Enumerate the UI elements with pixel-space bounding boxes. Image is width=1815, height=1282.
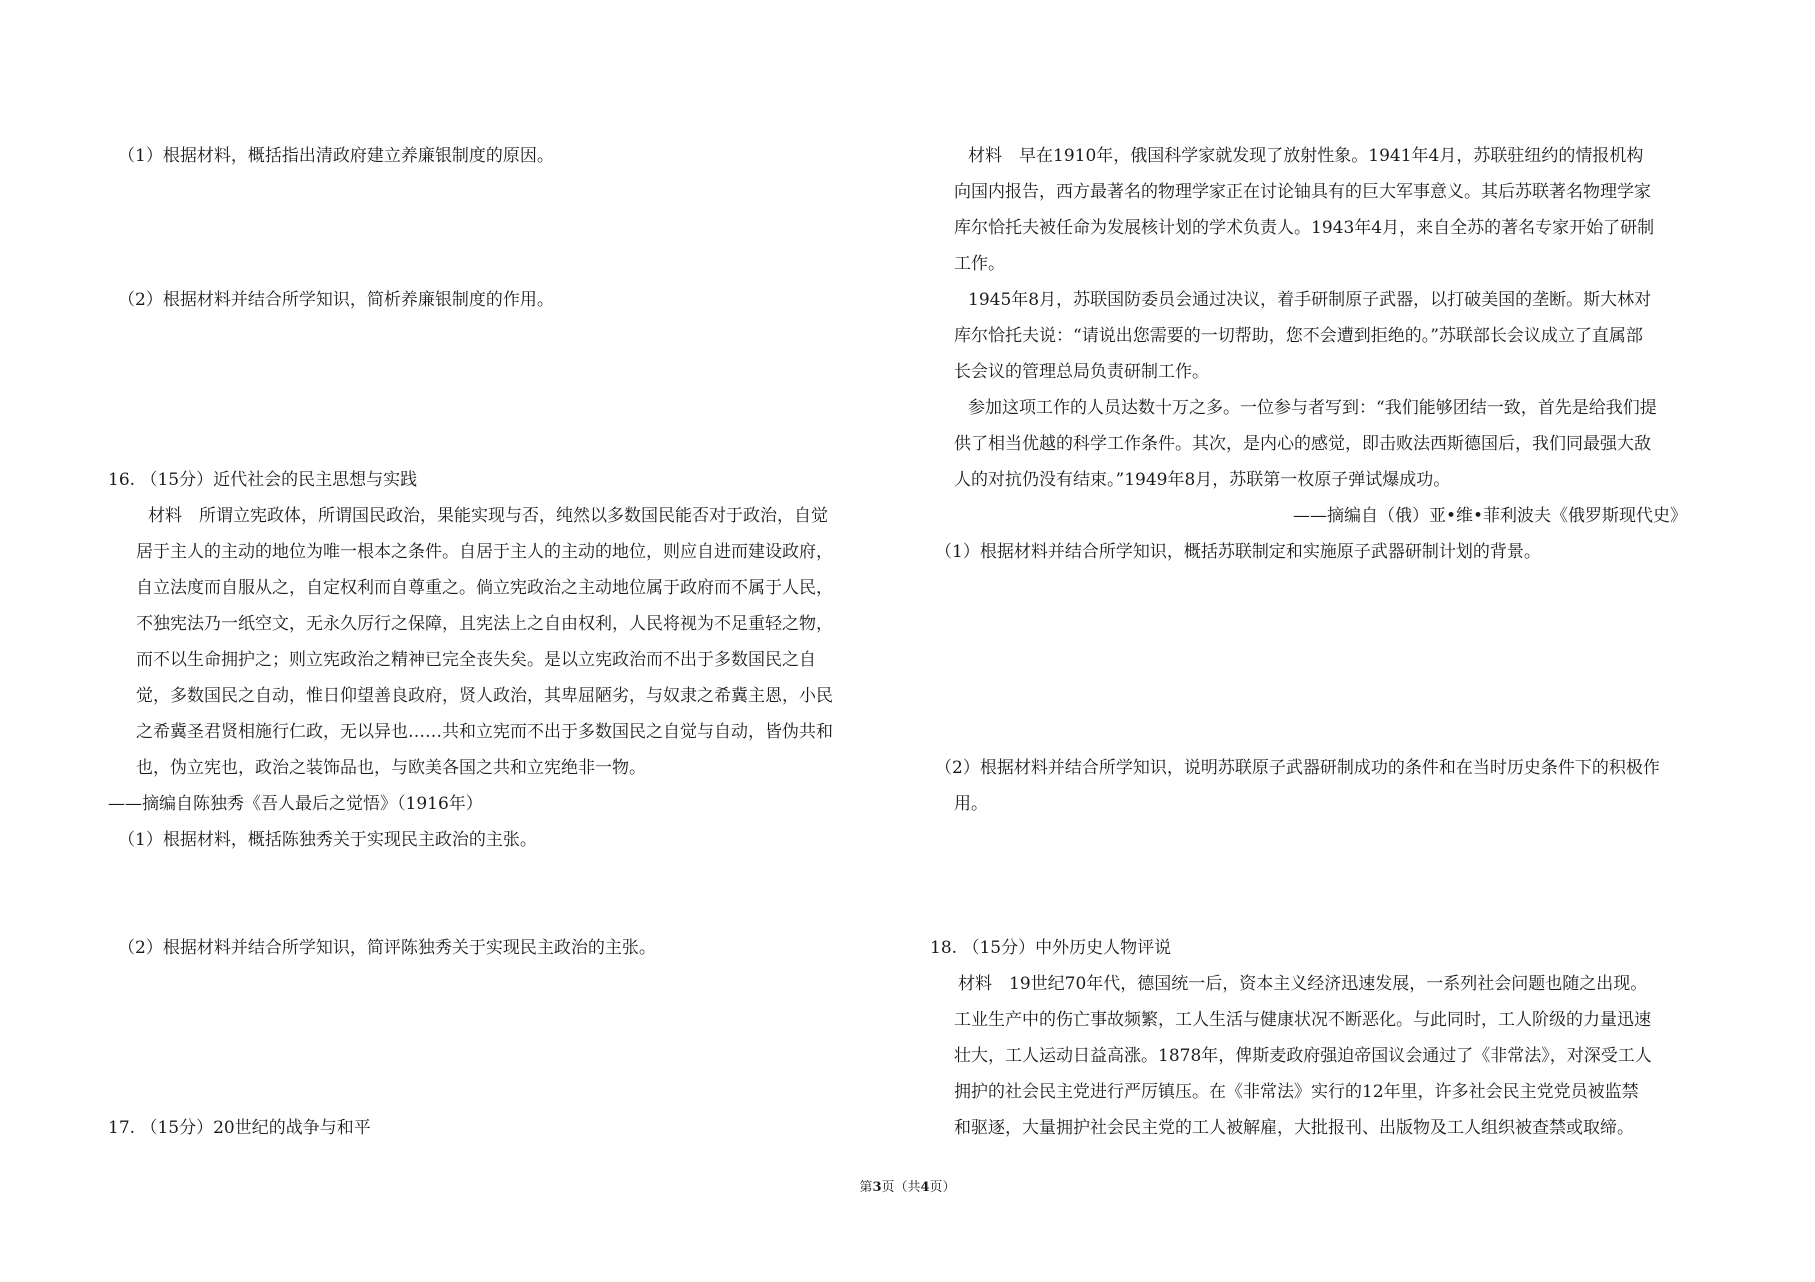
q18-material-line: 材料 19世纪70年代，德国统一后，资本主义经济迅速发展，一系列社会问题也随之出现。 <box>958 974 1648 994</box>
q16-title: 16. （15分）近代社会的民主思想与实践 <box>108 470 418 490</box>
q17-material-line: 长会议的管理总局负责研制工作。 <box>954 362 1209 382</box>
q16-material-line: 居于主人的主动的地位为唯一根本之条件。自居于主人的主动的地位，则应自进而建设政府， <box>136 542 833 562</box>
q17-material-line: 参加这项工作的人员达数十万之多。一位参与者写到：“我们能够团结一致，首先是给我们提 <box>968 398 1657 418</box>
q16-material-line: 不独宪法乃一纸空文，无永久厉行之保障，且宪法上之自由权利，人民将视为不足重轻之物， <box>136 614 833 634</box>
q17-material-line: 库尔恰托夫被任命为发展核计划的学术负责人。1943年4月，来自全苏的著名专家开始了研制 <box>954 218 1655 238</box>
q15-sub2: （2）根据材料并结合所学知识，简析养廉银制度的作用。 <box>118 290 554 310</box>
q18-material-line: 拥护的社会民主党进行严厉镇压。在《非常法》实行的12年里，许多社会民主党党员被监禁 <box>954 1082 1639 1102</box>
q16-material-line: 自立法度而自服从之，自定权利而自尊重之。倘立宪政治之主动地位属于政府而不属于人民， <box>136 578 833 598</box>
q17-material-line: 1945年8月，苏联国防委员会通过决议，着手研制原子武器，以打破美国的垄断。斯大林对 <box>968 290 1652 310</box>
q16-material-line: 之希冀圣君贤相施行仁政，无以异也……共和立宪而不出于多数国民之自觉与自动，皆伪共和 <box>136 722 833 742</box>
q16-material-line: 而不以生命拥护之；则立宪政治之精神已完全丧失矣。是以立宪政治而不出于多数国民之自 <box>136 650 816 670</box>
q18-material-line: 和驱逐，大量拥护社会民主党的工人被解雇，大批报刊、出版物及工人组织被查禁或取缔。 <box>954 1118 1634 1138</box>
q18-title: 18. （15分）中外历史人物评说 <box>930 938 1172 958</box>
q17-material-line: 库尔恰托夫说：“请说出您需要的一切帮助，您不会遭到拒绝的。”苏联部长会议成立了直属部 <box>954 326 1643 346</box>
page-total: 4 <box>920 1180 930 1195</box>
page-footer <box>0 1180 1815 1196</box>
q18-material-line: 工业生产中的伤亡事故频繁，工人生活与健康状况不断恶化。与此同时，工人阶级的力量迅速 <box>954 1010 1651 1030</box>
q17-source: ——摘编自（俄）亚•维•菲利波夫《俄罗斯现代史》 <box>1293 506 1688 526</box>
q16-sub2: （2）根据材料并结合所学知识，简评陈独秀关于实现民主政治的主张。 <box>118 938 656 958</box>
q17-material-line: 材料 早在1910年，俄国科学家就发现了放射性象。1941年4月，苏联驻纽约的情报机构 <box>968 146 1644 166</box>
q17-sub1: （1）根据材料并结合所学知识，概括苏联制定和实施原子武器研制计划的背景。 <box>935 542 1541 562</box>
q18-material-line: 壮大，工人运动日益高涨。1878年，俾斯麦政府强迫帝国议会通过了《非常法》，对深受工人 <box>954 1046 1652 1066</box>
q17-material-line: 工作。 <box>954 254 1005 274</box>
q16-sub1: （1）根据材料，概括陈独秀关于实现民主政治的主张。 <box>118 830 537 850</box>
q16-material-line: 觉，多数国民之自动，惟日仰望善良政府，贤人政治，其卑屈陋劣，与奴隶之希冀主恩，小民 <box>136 686 833 706</box>
q16-material-line: 也，伪立宪也，政治之装饰品也，与欧美各国之共和立宪绝非一物。 <box>136 758 646 778</box>
q17-material-line: 人的对抗仍没有结束。”1949年8月，苏联第一枚原子弹试爆成功。 <box>954 470 1451 490</box>
q17-title: 17. （15分）20世纪的战争与和平 <box>108 1118 371 1138</box>
q17-sub2: （2）根据材料并结合所学知识，说明苏联原子武器研制成功的条件和在当时历史条件下的积极作 <box>935 758 1660 778</box>
footer-prefix: 第 <box>859 1180 873 1195</box>
q17-material-line: 供了相当优越的科学工作条件。其次，是内心的感觉，即击败法西斯德国后，我们同最强大敌 <box>954 434 1651 454</box>
footer-suffix: 页） <box>929 1180 956 1195</box>
q17-material-line: 向国内报告，西方最著名的物理学家正在讨论铀具有的巨大军事意义。其后苏联著名物理学家 <box>954 182 1651 202</box>
footer-mid: 页（共 <box>881 1180 921 1195</box>
q16-material-line: 材料 所谓立宪政体，所谓国民政治，果能实现与否，纯然以多数国民能否对于政治，自觉 <box>148 506 828 526</box>
q16-source: ——摘编自陈独秀《吾人最后之觉悟》（1916年） <box>108 794 483 814</box>
q17-sub2-continued: 用。 <box>954 794 988 814</box>
page-number: 3 <box>872 1180 882 1195</box>
q15-sub1: （1）根据材料，概括指出清政府建立养廉银制度的原因。 <box>118 146 554 166</box>
